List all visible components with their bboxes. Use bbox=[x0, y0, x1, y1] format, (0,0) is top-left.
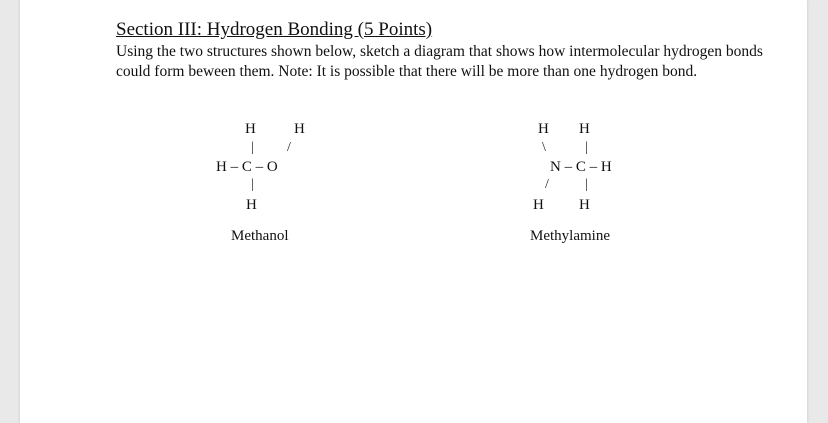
methanol-main-chain: H – C – O bbox=[216, 159, 278, 175]
instructions-paragraph: Using the two structures shown below, sketch a diagram that shows how intermolecular hydrogen bonds could form beween them. Note: It is possible that there will be more than one hydrogen bond. bbox=[116, 43, 763, 80]
methylamine-bottom-h-right: H bbox=[579, 197, 590, 213]
methylamine-top-h-right: H bbox=[579, 121, 590, 137]
methanol-top-h-left: H bbox=[245, 121, 256, 137]
section-heading: Section III: Hydrogen Bonding (5 Points) bbox=[116, 19, 433, 40]
document-page bbox=[20, 0, 807, 423]
methanol-bond-bottom-vertical: | bbox=[251, 177, 254, 192]
methylamine-bond-top-backslash: \ bbox=[542, 140, 546, 155]
methylamine-bond-bottom-slash: / bbox=[545, 177, 549, 192]
methylamine-bond-top-vertical: | bbox=[585, 140, 588, 155]
methanol-bond-top-vertical: | bbox=[251, 140, 254, 155]
methanol-top-h-right: H bbox=[294, 121, 305, 137]
methanol-bottom-h: H bbox=[246, 197, 257, 213]
methylamine-bottom-h-left: H bbox=[533, 197, 544, 213]
methanol-bond-top-slash: / bbox=[287, 140, 291, 155]
methylamine-main-chain: N – C – H bbox=[550, 159, 612, 175]
methylamine-bond-bottom-vertical: | bbox=[585, 177, 588, 192]
methanol-caption: Methanol bbox=[231, 228, 289, 244]
methylamine-top-h-left: H bbox=[538, 121, 549, 137]
methylamine-caption: Methylamine bbox=[530, 228, 610, 244]
